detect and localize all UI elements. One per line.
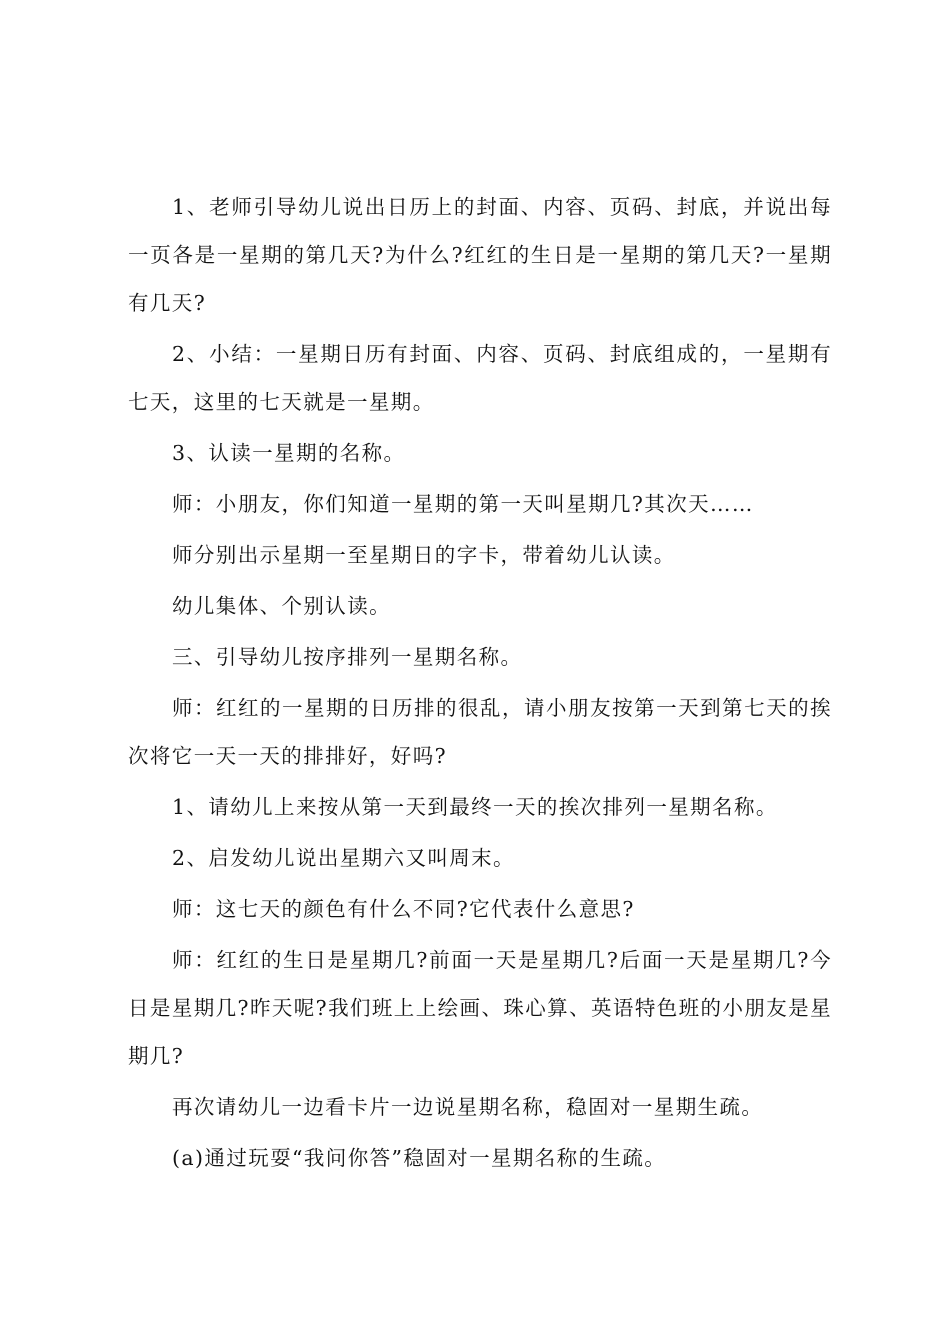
paragraph-12: 师：红红的生日是星期几?前面一天是星期几?后面一天是星期几?今日是星期几?昨天呢?我们班上上绘画、珠心算、英语特色班的小朋友是星期几? [128, 948, 832, 1068]
paragraph-8: 师：红红的一星期的日历排的很乱，请小朋友按第一天到第七天的挨次将它一天一天的排排好，好吗? [128, 696, 832, 768]
paragraph-3: 3、认读一星期的名称。 [172, 441, 406, 465]
paragraph-14: (a)通过玩耍“我问你答”稳固对一星期名称的生疏。 [172, 1146, 667, 1170]
paragraph-10: 2、启发幼儿说出星期六又叫周末。 [172, 846, 515, 870]
document-body [128, 183, 832, 1185]
paragraph-13: 再次请幼儿一边看卡片一边说星期名称，稳固对一星期生疏。 [172, 1095, 764, 1119]
paragraph-6: 幼儿集体、个别认读。 [172, 594, 391, 618]
paragraph-4: 师：小朋友，你们知道一星期的第一天叫星期几?其次天…… [172, 492, 754, 516]
paragraph-1: 1、老师引导幼儿说出日历上的封面、内容、页码、封底，并说出每一页各是一星期的第几天?为什么?红红的生日是一星期的第几天?一星期有几天? [128, 195, 832, 315]
paragraph-7: 三、引导幼儿按序排列一星期名称。 [172, 645, 523, 669]
paragraph-11: 师：这七天的颜色有什么不同?它代表什么意思? [172, 897, 635, 921]
paragraph-5: 师分别出示星期一至星期日的字卡，带着幼儿认读。 [172, 543, 676, 567]
paragraph-2: 2、小结：一星期日历有封面、内容、页码、封底组成的，一星期有七天，这里的七天就是一星期。 [128, 342, 832, 414]
paragraph-9: 1、请幼儿上来按从第一天到最终一天的挨次排列一星期名称。 [172, 795, 778, 819]
